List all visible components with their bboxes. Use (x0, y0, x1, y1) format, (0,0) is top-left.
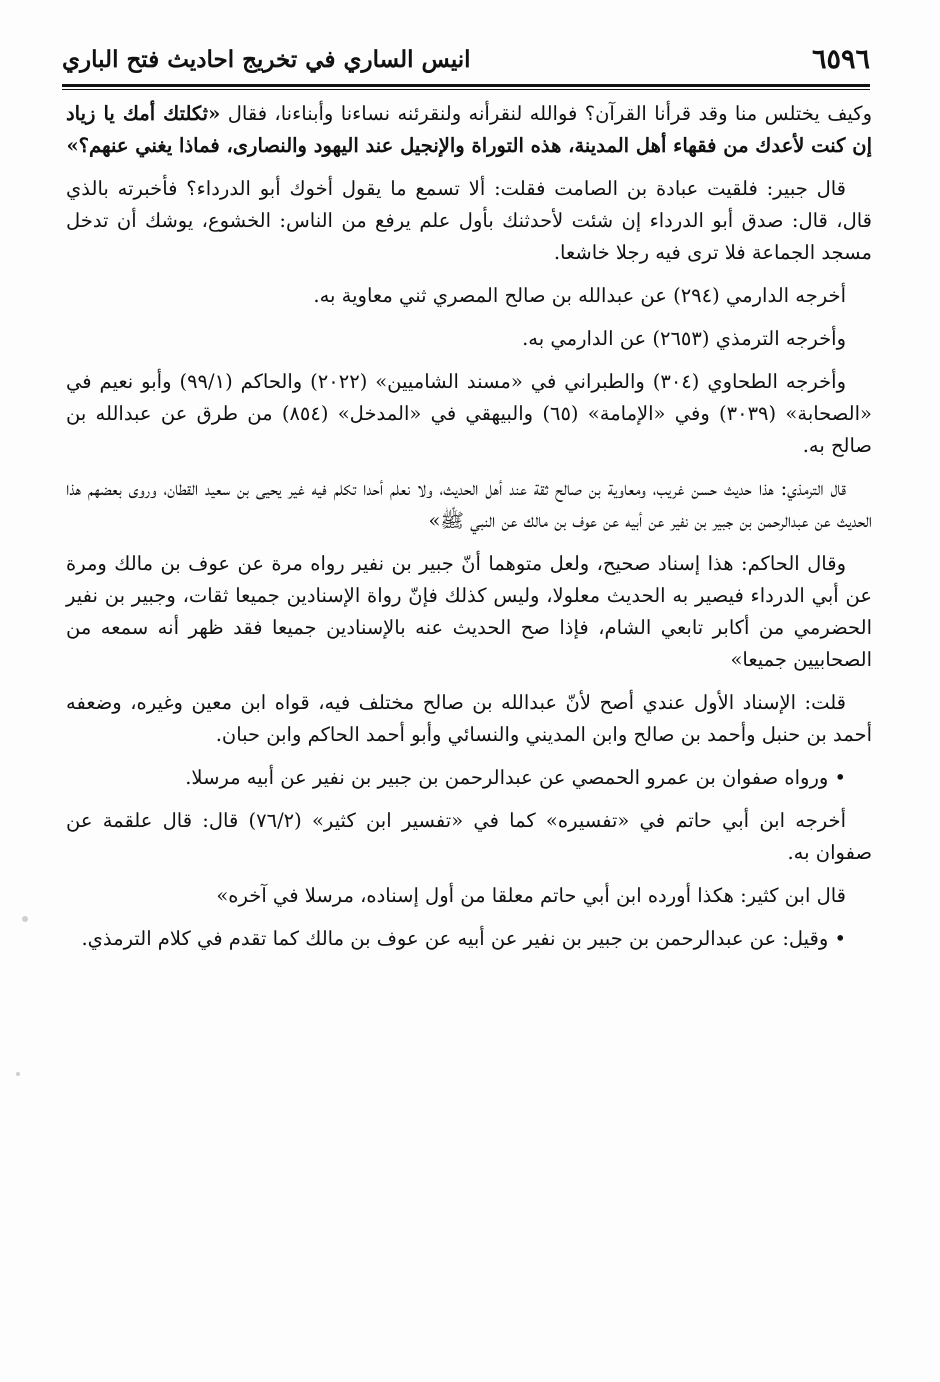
hadith-quote-bold: «ثكلتك أمك يا زياد إن كنت لأعدك من فقهاء أهل المدينة، هذه التوراة والإنجيل عند اليهود والنصارى، فماذا يغني عنهم؟» (66, 102, 872, 157)
paragraph-text: وكيف يختلس منا وقد قرأنا القرآن؟ فوالله لنقرأنه ولنقرئنه نساءنا وأبناءنا، فقال (220, 102, 872, 125)
scan-speck (22, 916, 28, 922)
page-body (66, 98, 872, 966)
scan-speck (16, 1072, 20, 1076)
paragraph-ibn-kathir-comment: قال ابن كثير: هكذا أورده ابن أبي حاتم معلقا من أول إسناده، مرسلا في آخره» (216, 884, 846, 907)
page-number: ٦٥٩٦ (811, 43, 870, 75)
paragraph-author-comment: قلت: الإسناد الأول عندي أصح لأنّ عبدالله بن صالح مختلف فيه، قواه ابن معين وغيره، وضعفه أحمد بن حنبل وأحمد بن صالح وابن المديني والنسائي وأبو أحمد الحاكم وابن حبان. (66, 691, 872, 746)
paragraph-tirmidhi-citation: وأخرجه الترمذي (٢٦٥٣) عن الدارمي به. (522, 327, 846, 350)
paragraph-safwan-narration: • ورواه صفوان بن عمرو الحمصي عن عبدالرحمن بن جبير بن نفير عن أبيه مرسلا. (185, 766, 846, 789)
paragraph-awf-narration: • وقيل: عن عبدالرحمن بن جبير بن نفير عن أبيه عن عوف بن مالك كما تقدم في كلام الترمذي. (81, 927, 846, 950)
paragraph-tirmidhi-comment: قال الترمذي: هذا حديث حسن غريب، ومعاوية بن صالح ثقة عند أهل الحديث، ولا نعلم أحدا تكلم فيه غير يحيى بن سعيد القطان، وروى بعضهم هذا الحديث عن عبدالرحمن بن جبير بن نفير عن أبيه عن عوف بن مالك عن النبي ﷺ» (66, 477, 872, 532)
paragraph-takhrij-sources: وأخرجه الطحاوي (٣٠٤) والطبراني في «مسند الشاميين» (٢٠٢٢) والحاكم (٩٩/١) وأبو نعيم في «الصحابة» (٣٠٣٩) وفي «الإمامة» (٦٥) والبيهقي في «المدخل» (٨٥٤) من طرق عن عبدالله بن صالح به. (66, 370, 872, 457)
header-rule-thick (62, 84, 870, 87)
header-rule-thin (62, 89, 870, 90)
paragraph-jubayr: قال جبير: فلقيت عبادة بن الصامت فقلت: ألا تسمع ما يقول أخوك أبو الدرداء؟ فأخبرته بالذي قال، قال: صدق أبو الدرداء إن شئت لأحدثنك بأول علم يرفع من الناس: الخشوع، يوشك أن تدخل مسجد الجماعة فلا ترى فيه رجلا خاشعا. (66, 177, 872, 264)
running-title: انيس الساري في تخريج احاديث فتح الباري (62, 45, 471, 73)
paragraph-hadith-continuation (66, 98, 872, 162)
paragraph-darimi-citation: أخرجه الدارمي (٢٩٤) عن عبدالله بن صالح المصري ثني معاوية به. (313, 284, 846, 307)
paragraph-ibn-abi-hatim-citation: أخرجه ابن أبي حاتم في «تفسيره» كما في «تفسير ابن كثير» (٧٦/٢) قال: قال علقمة عن صفوان به. (66, 809, 872, 864)
page-header (62, 36, 870, 82)
paragraph-hakim-comment: وقال الحاكم: هذا إسناد صحيح، ولعل متوهما أنّ جبير بن نفير رواه مرة عن عوف بن مالك ومرة عن أبي الدرداء فيصير به الحديث معلولا، وليس كذلك فإنّ رواة الإسنادين جميعا ثقات، وجبير بن نفير الحضرمي من أكابر تابعي الشام، فإذا صح الحديث عنه بالإسنادين جميعا فقد ظهر أنه سمعه من الصحابيين جميعا» (66, 552, 872, 671)
